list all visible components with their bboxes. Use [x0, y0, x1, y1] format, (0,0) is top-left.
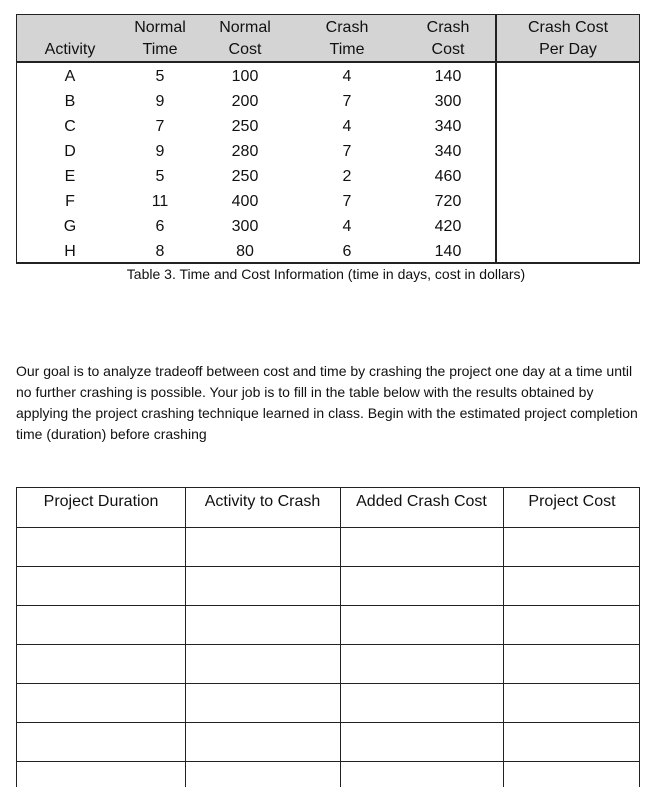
cell-crash-cost: 300: [434, 93, 462, 110]
row-divider: [17, 761, 639, 762]
header-normal-cost-line2: Cost: [228, 41, 262, 58]
cell-crash-cost: 340: [434, 118, 462, 135]
header-activity-line1: [17, 17, 123, 39]
cell-activity: B: [64, 93, 76, 110]
cell-activity: A: [64, 68, 76, 85]
cell-activity: G: [63, 218, 77, 235]
header-project-duration: Project Duration: [43, 493, 159, 510]
cell-crash-time: 7: [342, 143, 352, 160]
cell-normal-cost: 400: [231, 193, 259, 210]
answer-row[interactable]: [17, 528, 185, 566]
header-normal-cost: [197, 17, 293, 61]
cell-normal-cost: 250: [231, 168, 259, 185]
cell-crash-cost: 140: [434, 68, 462, 85]
header-crash-cost-per-day-line2: Per Day: [539, 41, 597, 58]
cell-crash-time: 4: [342, 218, 352, 235]
cell-normal-time: 9: [155, 143, 165, 160]
cell-crash-time: 4: [342, 68, 352, 85]
cell-normal-time: 6: [155, 218, 165, 235]
cell-crash-cost: 720: [434, 193, 462, 210]
header-normal-cost-line1: Normal: [219, 19, 271, 36]
cell-crash-time: 4: [342, 118, 352, 135]
header-activity-to-crash: Activity to Crash: [204, 493, 321, 510]
header-activity: [17, 17, 123, 61]
cell-activity: F: [65, 193, 75, 210]
time-cost-table: [16, 14, 640, 264]
cell-normal-cost: 300: [231, 218, 259, 235]
header-normal-time-line1: Normal: [134, 19, 186, 36]
cell-activity: E: [64, 168, 76, 185]
cell-crash-cost: 460: [434, 168, 462, 185]
header-crash-time-line2: Time: [329, 41, 365, 58]
cell-crash-time: 6: [342, 243, 352, 260]
column-divider: [185, 488, 186, 787]
column-divider: [340, 488, 341, 787]
cell-normal-cost: 280: [231, 143, 259, 160]
header-crash-time-line1: Crash: [325, 19, 369, 36]
column-divider: [503, 488, 504, 787]
cell-crash-time: 7: [342, 193, 352, 210]
answer-row[interactable]: [17, 723, 185, 761]
cell-activity: D: [64, 143, 76, 160]
cell-normal-cost: 100: [231, 68, 259, 85]
results-table: [16, 487, 640, 787]
cell-normal-cost: 80: [236, 243, 254, 260]
answer-row[interactable]: [17, 684, 185, 722]
cell-normal-cost: 200: [231, 93, 259, 110]
cell-normal-time: 9: [155, 93, 165, 110]
cell-crash-time: 7: [342, 93, 352, 110]
header-crash-cost-per-day: [495, 17, 641, 61]
cell-crash-cost: 420: [434, 218, 462, 235]
cell-crash-time: 2: [342, 168, 352, 185]
header-normal-time-line2: Time: [142, 41, 178, 58]
cell-activity: C: [64, 118, 76, 135]
instructions-paragraph: Our goal is to analyze tradeoff between cost and time by crashing the project one day at a time until no further crashing is possible. Your job is to fill in the table below with the results obtained by applying the project crashing technique learned in class. Begin with the estimated project completion time (duration) before crashing: [16, 363, 638, 442]
header-normal-time: [123, 17, 197, 61]
answer-row[interactable]: [17, 567, 185, 605]
cell-crash-cost: 140: [434, 243, 462, 260]
cell-normal-time: 8: [155, 243, 165, 260]
cell-normal-time: 5: [155, 168, 165, 185]
cell-normal-cost: 250: [231, 118, 259, 135]
header-project-cost: Project Cost: [528, 493, 616, 510]
header-crash-cost: [401, 17, 495, 61]
cell-normal-time: 5: [155, 68, 165, 85]
cell-normal-time: 7: [155, 118, 165, 135]
answer-row[interactable]: [17, 645, 185, 683]
cell-crash-cost: 340: [434, 143, 462, 160]
answer-row[interactable]: [17, 606, 185, 644]
header-activity-line2: Activity: [44, 41, 96, 58]
header-added-crash-cost: Added Crash Cost: [356, 493, 487, 510]
header-crash-time: [293, 17, 401, 61]
header-crash-cost-per-day-line1: Crash Cost: [527, 19, 609, 36]
header-crash-cost-line2: Cost: [431, 41, 465, 58]
header-crash-cost-line1: Crash: [426, 19, 470, 36]
cell-normal-time: 11: [151, 193, 169, 210]
table-caption: Table 3. Time and Cost Information (time in days, cost in dollars): [126, 266, 526, 282]
cell-activity: H: [64, 243, 76, 260]
column-divider: [495, 15, 497, 262]
